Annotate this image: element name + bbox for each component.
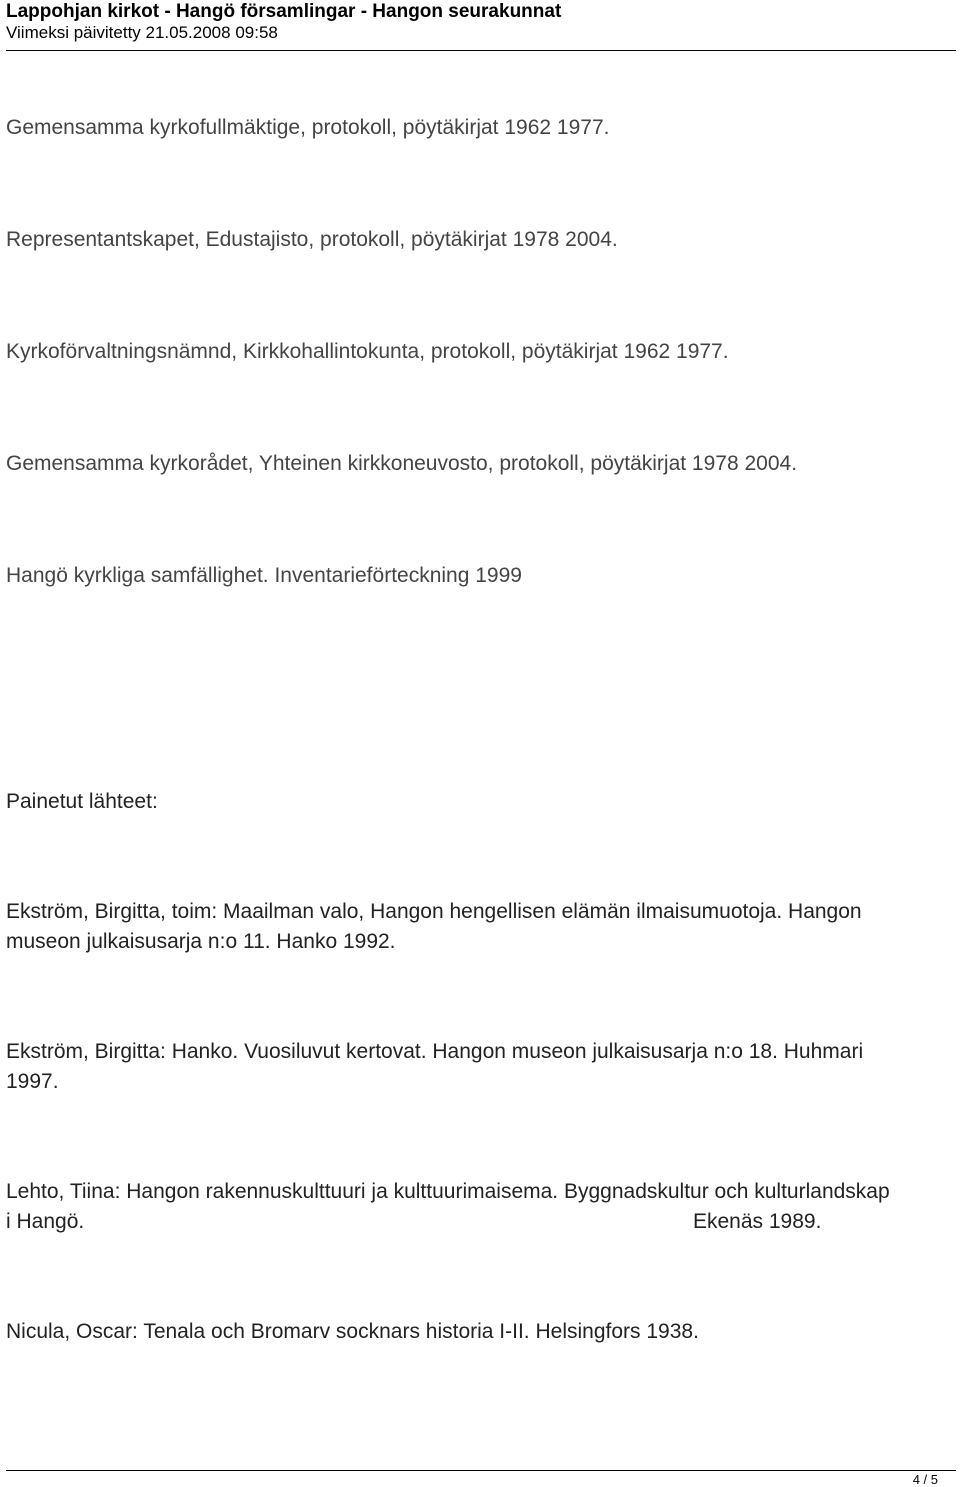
source-entry-line: Ekström, Birgitta: Hanko. Vuosiluvut kertovat. Hangon museon julkaisusarja n:o 18. Huhmari [6,1040,864,1063]
printed-sources-heading: Painetut lähteet: [6,790,158,813]
page-number: 4 / 5 [912,1472,938,1487]
source-entry-line: Lehto, Tiina: Hangon rakennuskulttuuri ja kulttuurimaisema. Byggnadskultur och kulturlandskap [6,1180,890,1203]
source-entry-line: Nicula, Oscar: Tenala och Bromarv socknars historia I-II. Helsingfors 1938. [6,1320,699,1343]
source-entry-line: Ekström, Birgitta, toim: Maailman valo, Hangon hengellisen elämän ilmaisumuotoja. Hangon [6,900,862,923]
archive-item: Representantskapet, Edustajisto, protokoll, pöytäkirjat 1978 2004. [6,228,618,251]
archive-item: Hangö kyrkliga samfällighet. Inventarieförteckning 1999 [6,564,522,587]
source-entry-line: i Hangö. [6,1210,85,1233]
source-entry-line: Ekenäs 1989. [693,1210,822,1233]
document-title: Lappohjan kirkot - Hangö församlingar - Hangon seurakunnat [6,1,562,22]
source-entry-line: museon julkaisusarja n:o 11. Hanko 1992. [6,930,396,953]
archive-item: Gemensamma kyrkorådet, Yhteinen kirkkoneuvosto, protokoll, pöytäkirjat 1978 2004. [6,452,798,475]
archive-item: Gemensamma kyrkofullmäktige, protokoll, pöytäkirjat 1962 1977. [6,116,610,139]
page-header [6,0,956,51]
last-updated: Viimeksi päivitetty 21.05.2008 09:58 [6,23,278,42]
footer-divider [6,1470,956,1471]
source-entry-line: 1997. [6,1070,59,1093]
archive-item: Kyrkoförvaltningsnämnd, Kirkkohallintokunta, protokoll, pöytäkirjat 1962 1977. [6,340,729,363]
